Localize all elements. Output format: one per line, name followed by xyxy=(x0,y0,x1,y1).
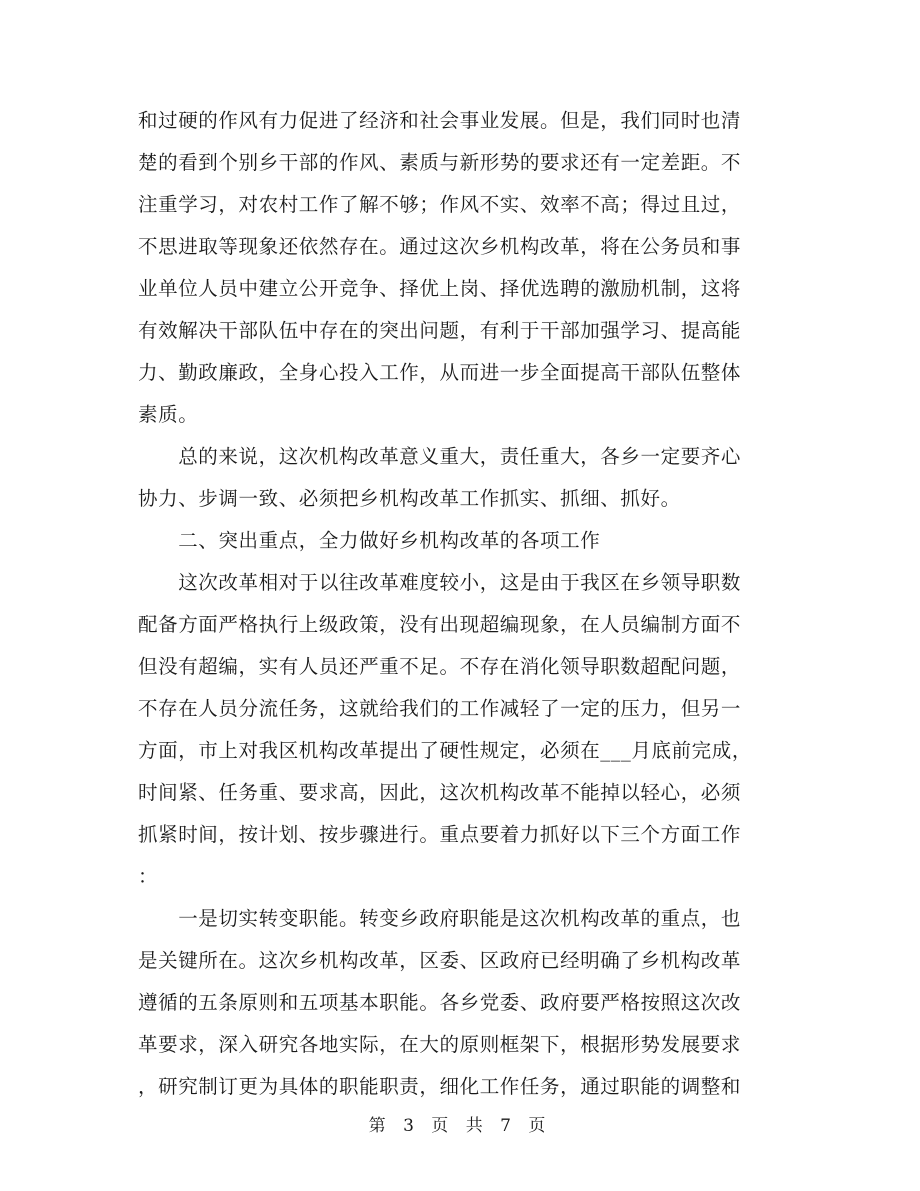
section-heading: 二、突出重点，全力做好乡机构改革的各项工作 xyxy=(138,529,601,552)
text-line: 配备方面严格执行上级政策，没有出现超编现象，在人员编制方面不 xyxy=(138,613,742,636)
text-line: 不思进取等现象还依然存在。通过这次乡机构改革，将在公务员和事 xyxy=(138,235,742,258)
text-line: 但没有超编，实有人员还严重不足。不存在消化领导职数超配问题， xyxy=(138,655,742,678)
text-line: 总的来说，这次机构改革意义重大，责任重大，各乡一定要齐心 xyxy=(138,445,742,468)
text-line: 有效解决干部队伍中存在的突出问题，有利于干部加强学习、提高能 xyxy=(138,319,742,342)
text-line: 素质。 xyxy=(138,403,199,426)
text-line: 革要求，深入研究各地实际，在大的原则框架下，根据形势发展要求 xyxy=(138,1033,742,1056)
text-line: 方面，市上对我区机构改革提出了硬性规定，必须在___月底前完成， xyxy=(138,739,752,762)
text-line: 注重学习，对农村工作了解不够；作风不实、效率不高；得过且过， xyxy=(138,193,742,216)
text-line: 时间紧、任务重、要求高，因此，这次机构改革不能掉以轻心，必须 xyxy=(138,781,742,804)
text-line: 抓紧时间，按计划、按步骤进行。重点要着力抓好以下三个方面工作 xyxy=(138,823,742,846)
document-body xyxy=(138,100,783,1108)
page-footer: 第 3 页 共 7 页 xyxy=(368,1116,552,1136)
text-line: 遵循的五条原则和五项基本职能。各乡党委、政府要严格按照这次改 xyxy=(138,991,742,1014)
text-line: 协力、步调一致、必须把乡机构改革工作抓实、抓细、抓好。 xyxy=(138,487,681,510)
text-line: ： xyxy=(138,865,159,888)
text-line: 一是切实转变职能。转变乡政府职能是这次机构改革的重点，也 xyxy=(138,907,742,930)
text-line: 和过硬的作风有力促进了经济和社会事业发展。但是，我们同时也清 xyxy=(138,109,742,132)
text-line: 业单位人员中建立公开竞争、择优上岗、择优选聘的激励机制，这将 xyxy=(138,277,742,300)
text-line: 不存在人员分流任务，这就给我们的工作减轻了一定的压力，但另一 xyxy=(138,697,742,720)
text-line: ，研究制订更为具体的职能职责，细化工作任务，通过职能的调整和 xyxy=(138,1075,742,1098)
text-line: 是关键所在。这次乡机构改革，区委、区政府已经明确了乡机构改革 xyxy=(138,949,742,972)
text-line: 这次改革相对于以往改革难度较小，这是由于我区在乡领导职数 xyxy=(138,571,742,594)
text-line: 楚的看到个别乡干部的作风、素质与新形势的要求还有一定差距。不 xyxy=(138,151,742,174)
text-line: 力、勤政廉政，全身心投入工作，从而进一步全面提高干部队伍整体 xyxy=(138,361,742,384)
